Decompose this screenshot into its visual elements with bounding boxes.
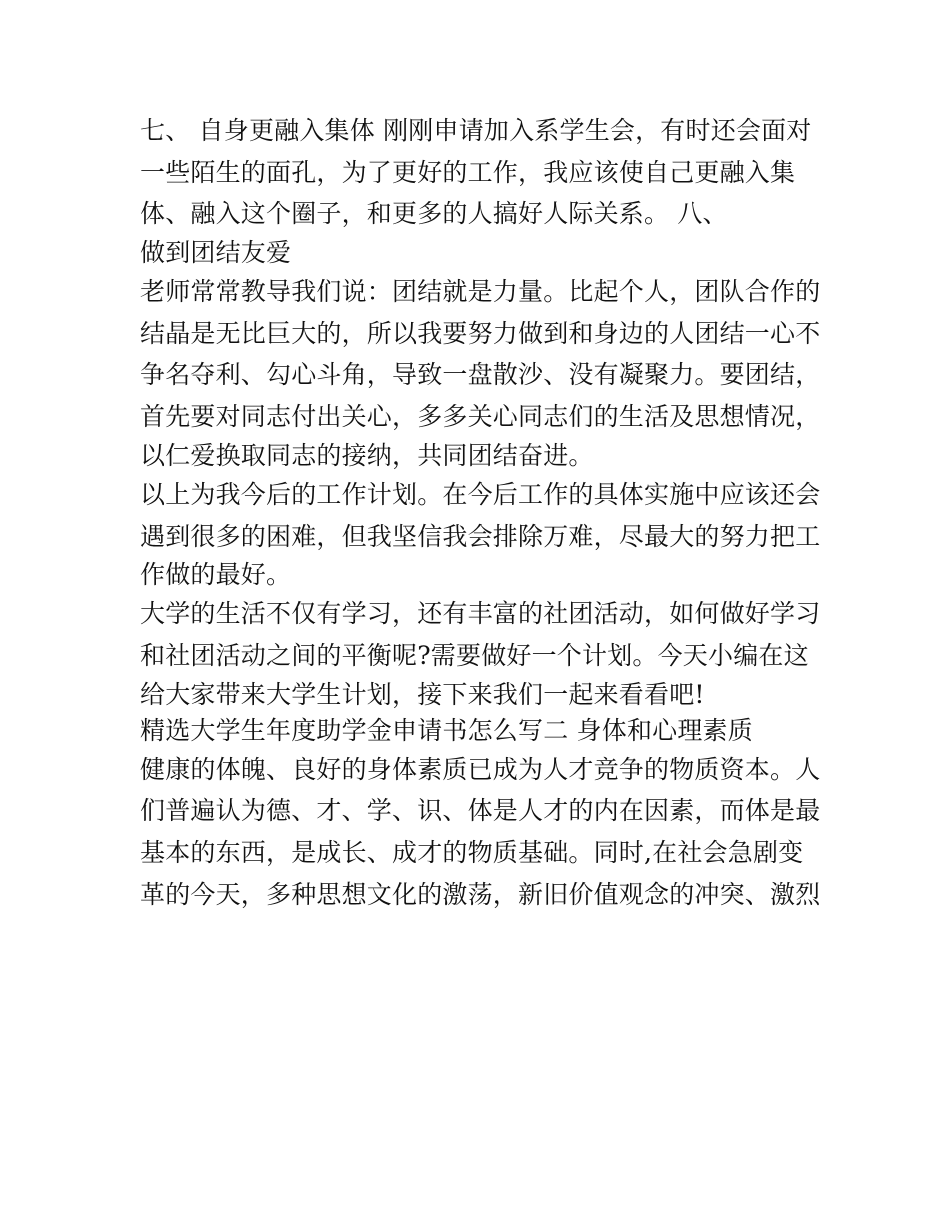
text-line: 给大家带来大学生计划，接下来我们一起来看看吧! [140, 679, 705, 709]
section-heading: 精选大学生年度助学金申请书怎么写二 身体和心理素质 [140, 715, 753, 745]
text-line: 基本的东西，是成长、成才的物质基础。同时,在社会急剧变 [140, 837, 804, 867]
text-line: 和社团活动之间的平衡呢?需要做好一个计划。今天小编在这 [140, 640, 809, 670]
text-line: 一些陌生的面孔，为了更好的工作，我应该使自己更融入集 [140, 157, 796, 187]
text-line: 老师常常教导我们说：团结就是力量。比起个人，团队合作的 [140, 277, 821, 307]
text-line: 首先要对同志付出关心，多多关心同志们的生活及思想情况， [140, 402, 821, 432]
text-line: 争名夺利、勾心斗角，导致一盘散沙、没有凝聚力。要团结， [140, 360, 821, 390]
section-heading: 做到团结友爱 [140, 238, 292, 268]
document-body [140, 110, 830, 915]
text-line: 结晶是无比巨大的，所以我要努力做到和身边的人团结一心不 [140, 318, 821, 348]
text-line: 以上为我今后的工作计划。在今后工作的具体实施中应该还会 [140, 479, 821, 509]
text-line: 遇到很多的困难，但我坚信我会排除万难，尽最大的努力把工 [140, 521, 821, 551]
text-line: 作做的最好。 [140, 560, 292, 590]
text-line: 以仁爱换取同志的接纳，共同团结奋进。 [140, 440, 594, 470]
text-line: 大学的生活不仅有学习，还有丰富的社团活动，如何做好学习 [140, 599, 821, 629]
text-line: 七、 自身更融入集体 刚刚申请加入系学生会，有时还会面对 [140, 116, 812, 145]
text-line: 健康的体魄、良好的身体素质已成为人才竞争的物质资本。人 [140, 754, 821, 784]
text-line: 革的今天，多种思想文化的激荡，新旧价值观念的冲突、激烈 [140, 879, 821, 909]
text-line: 体、融入这个圈子，和更多的人搞好人际关系。 八、 [140, 199, 728, 229]
text-line: 们普遍认为德、才、学、识、体是人才的内在因素，而体是最 [140, 796, 821, 826]
